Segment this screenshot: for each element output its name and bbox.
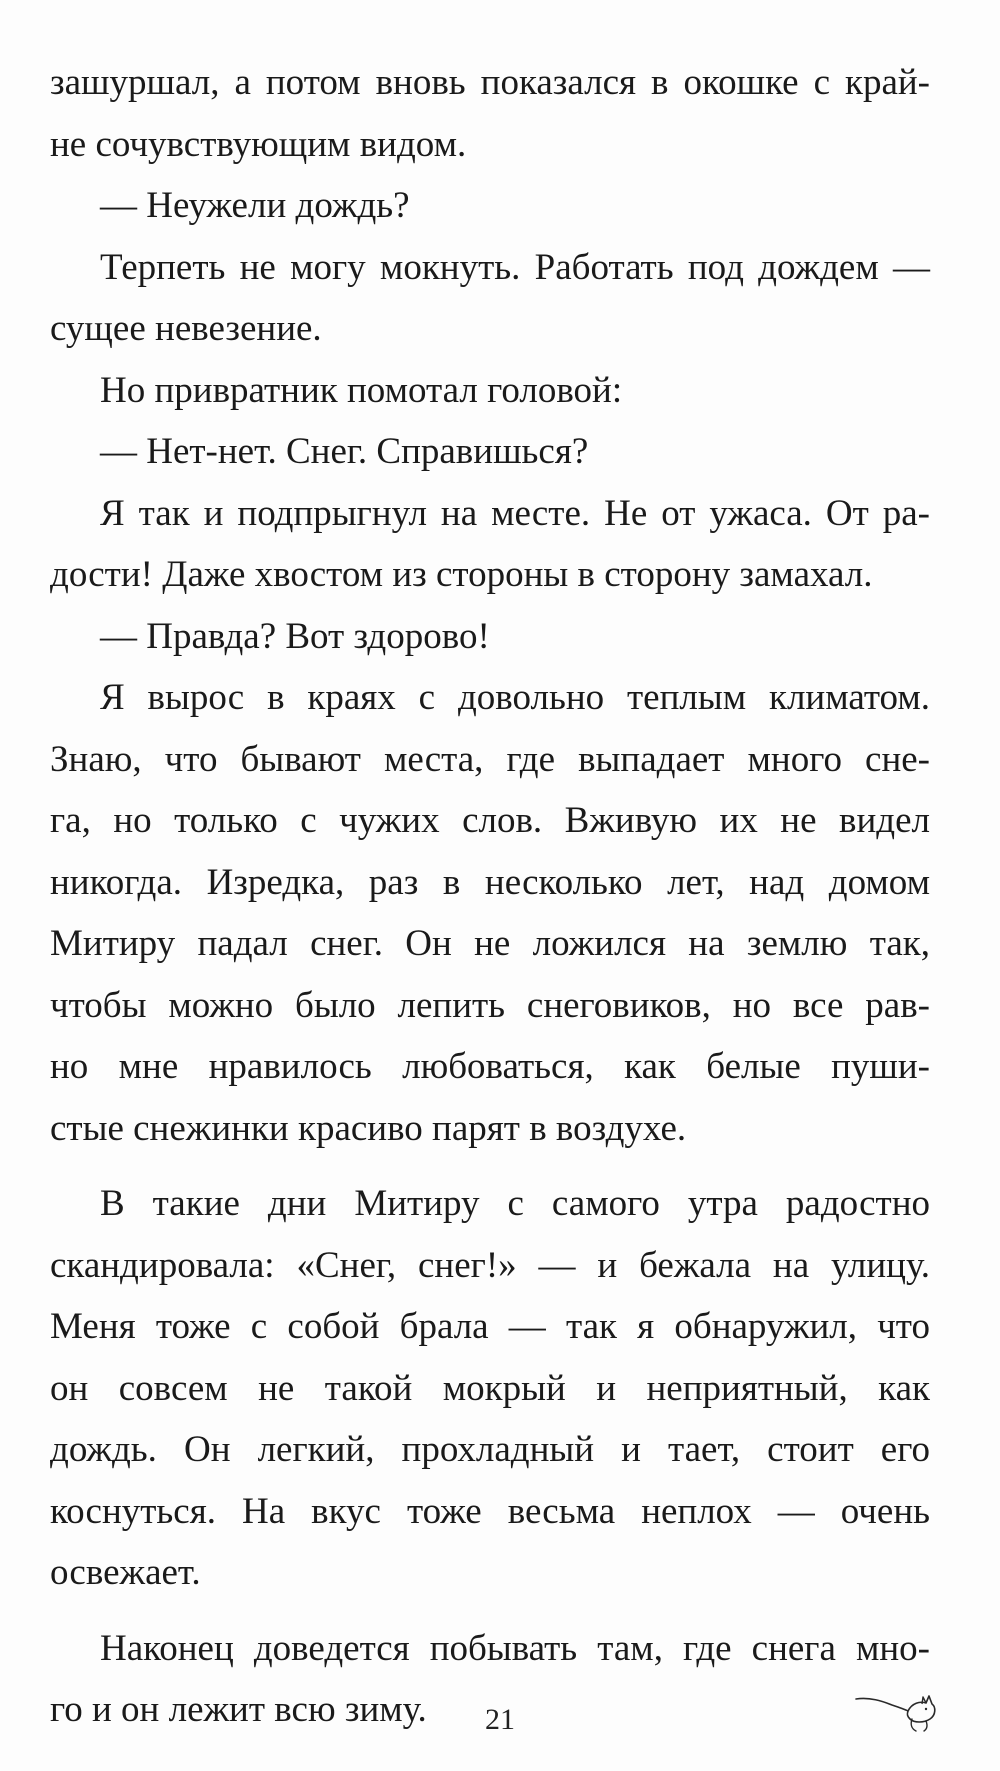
- text-line: дождь. Он легкий, прохладный и тает, стоит его: [50, 1429, 930, 1470]
- text-line: освежает.: [50, 1552, 201, 1593]
- text-line: зашуршал, а потом вновь показался в окошке с край-: [50, 62, 930, 103]
- text-line: Меня тоже с собой брала — так я обнаружил, что: [50, 1306, 930, 1347]
- text-line: го и он лежит всю зиму.: [50, 1689, 427, 1730]
- text-line: — Нет-нет. Снег. Справишься?: [100, 431, 589, 472]
- text-line: но мне нравилось любоваться, как белые пуши-: [50, 1046, 930, 1087]
- text-line: — Неужели дождь?: [100, 185, 410, 226]
- text-line: В такие дни Митиру с самого утра радостно: [100, 1183, 930, 1224]
- text-line: чтобы можно было лепить снеговиков, но все рав-: [50, 984, 930, 1026]
- text-line: не сочувствующим видом.: [50, 123, 467, 165]
- text-line: — Правда? Вот здорово!: [100, 615, 490, 657]
- text-line: Но привратник помотал головой:: [100, 369, 623, 411]
- text-line: Я так и подпрыгнул на месте. Не от ужаса. От ра-: [100, 492, 930, 534]
- text-line: скандировала: «Снег, снег!» — и бежала на улицу.: [50, 1244, 930, 1286]
- cat-silhouette-icon: [852, 1685, 942, 1735]
- text-line: Митиру падал снег. Он не ложился на землю так,: [50, 923, 930, 964]
- text-line: Наконец доведется побывать там, где снега мно-: [100, 1627, 930, 1669]
- body-text: [50, 52, 930, 1741]
- paragraph-gap: [50, 1604, 930, 1618]
- text-line: он совсем не такой мокрый и неприятный, как: [50, 1367, 930, 1409]
- page-number: 21: [485, 1703, 515, 1736]
- text-line: коснуться. На вкус тоже весьма неплох — очень: [50, 1490, 930, 1532]
- text-line: стые снежинки красиво парят в воздухе.: [50, 1107, 687, 1149]
- text-line: Я вырос в краях с довольно теплым климатом.: [100, 677, 930, 718]
- text-line: Знаю, что бывают места, где выпадает много сне-: [50, 738, 930, 780]
- text-line: Терпеть не могу мокнуть. Работать под дождем —: [100, 246, 930, 288]
- text-line: никогда. Изредка, раз в несколько лет, над домом: [50, 861, 930, 903]
- text-line: дости! Даже хвостом из стороны в сторону замахал.: [50, 554, 873, 595]
- text-line: га, но только с чужих слов. Вживую их не видел: [50, 800, 930, 841]
- paragraph-gap: [50, 1159, 930, 1173]
- text-line: сущее невезение.: [50, 308, 322, 349]
